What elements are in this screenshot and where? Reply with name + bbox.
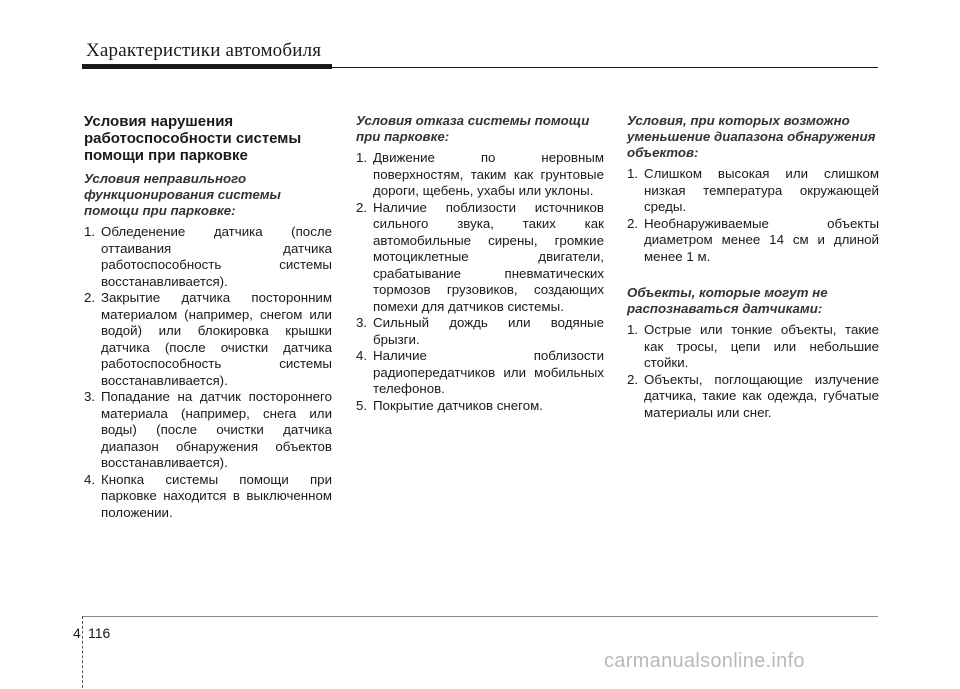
section-subtitle: Объекты, которые могут не распознаваться датчиками: bbox=[627, 285, 828, 316]
list-item-text: Наличие поблизости источников сильного звука, таких как автомобильные сирены, громкие мотоциклетные двигатели, срабатывание пневматических тормозов грузовиков, создающих помехи для датчиков системы. bbox=[373, 199, 604, 314]
list-item-number: 2. bbox=[356, 199, 368, 215]
list-item-number: 2. bbox=[627, 215, 639, 231]
list-item bbox=[356, 200, 604, 316]
section-subtitle: Условия неправильного функционирования системы помощи при парковке: bbox=[84, 171, 281, 218]
list-item bbox=[627, 372, 879, 422]
list-item bbox=[627, 322, 879, 372]
list-item-text: Объекты, поглощающие излучение датчика, такие как одежда, губчатые материалы или снег. bbox=[644, 371, 879, 420]
list-item-number: 3. bbox=[84, 389, 96, 404]
list-item bbox=[627, 166, 879, 216]
list-item-number: 1. bbox=[627, 322, 639, 337]
list-item-number: 1. bbox=[627, 166, 639, 181]
column-left bbox=[84, 113, 332, 521]
footer-rule bbox=[82, 616, 878, 617]
section-subtitle: Условия, при которых возможно уменьшение диапазона обнаружения объектов: bbox=[627, 113, 876, 160]
list-item-text: Слишком высокая или слишком низкая температура окружающей среды. bbox=[644, 166, 879, 214]
list-item bbox=[356, 398, 604, 415]
list-item-text: Движение по неровным поверхностям, таким как грунтовые дороги, щебень, ухабы или уклоны. bbox=[373, 150, 604, 198]
list-item-text: Необнаруживаемые объекты диаметром менее 14 см и длиной менее 1 м. bbox=[644, 215, 879, 264]
list-item bbox=[84, 224, 332, 290]
list-item-number: 1. bbox=[356, 150, 368, 165]
list-item bbox=[356, 348, 604, 398]
page-header-title: Характеристики автомобиля bbox=[86, 40, 322, 61]
range-reduction-list bbox=[627, 166, 879, 265]
list-item-text: Наличие поблизости радиопередатчиков или мобильных телефонов. bbox=[373, 348, 604, 396]
column-middle bbox=[356, 113, 604, 414]
list-item bbox=[84, 290, 332, 389]
header-rule-thin bbox=[332, 67, 878, 68]
failure-conditions-list bbox=[356, 150, 604, 414]
list-item bbox=[84, 472, 332, 522]
list-item-number: 2. bbox=[84, 290, 96, 305]
undetectable-objects-list bbox=[627, 322, 879, 421]
list-item-text: Сильный дождь или водяные брызги. bbox=[373, 315, 604, 347]
list-item bbox=[627, 216, 879, 266]
list-item-text: Кнопка системы помощи при парковке находится в выключенном положении. bbox=[101, 471, 332, 520]
list-item-text: Закрытие датчика посторонним материалом (например, снегом или водой) или блокировка крышки датчика (после очистки датчика работоспособность системы восстанавливается). bbox=[101, 290, 332, 388]
section-title: Условия нарушения работоспособности системы помощи при парковке bbox=[84, 113, 302, 164]
list-item-text: Обледенение датчика (после оттаивания датчика работоспособность системы восстанавливается). bbox=[101, 224, 332, 289]
list-item-number: 3. bbox=[356, 315, 368, 330]
list-item-number: 1. bbox=[84, 224, 96, 239]
column-right bbox=[627, 113, 879, 421]
header-rule-thick bbox=[82, 64, 332, 69]
list-item-text: Попадание на датчик постороннего материала (например, снега или воды) (после очистки датчика диапазон обнаружения объектов восстанавливается). bbox=[101, 389, 332, 470]
chapter-number: 4 bbox=[73, 625, 81, 641]
footer-divider bbox=[82, 616, 84, 688]
list-item-text: Острые или тонкие объекты, такие как тросы, цепи или небольшие стойки. bbox=[644, 322, 879, 370]
conditions-list bbox=[84, 224, 332, 521]
watermark-text: carmanualsonline.info bbox=[604, 650, 805, 672]
list-item-number: 4. bbox=[84, 471, 96, 487]
list-item-number: 4. bbox=[356, 348, 368, 363]
list-item-number: 2. bbox=[627, 371, 639, 387]
list-item bbox=[84, 389, 332, 472]
page-number: 116 bbox=[88, 625, 111, 641]
section-subtitle: Условия отказа системы помощи при парковке: bbox=[356, 113, 590, 144]
list-item bbox=[356, 315, 604, 348]
list-item bbox=[356, 150, 604, 200]
list-item-text: Покрытие датчиков снегом. bbox=[373, 397, 543, 413]
list-item-number: 5. bbox=[356, 397, 368, 413]
